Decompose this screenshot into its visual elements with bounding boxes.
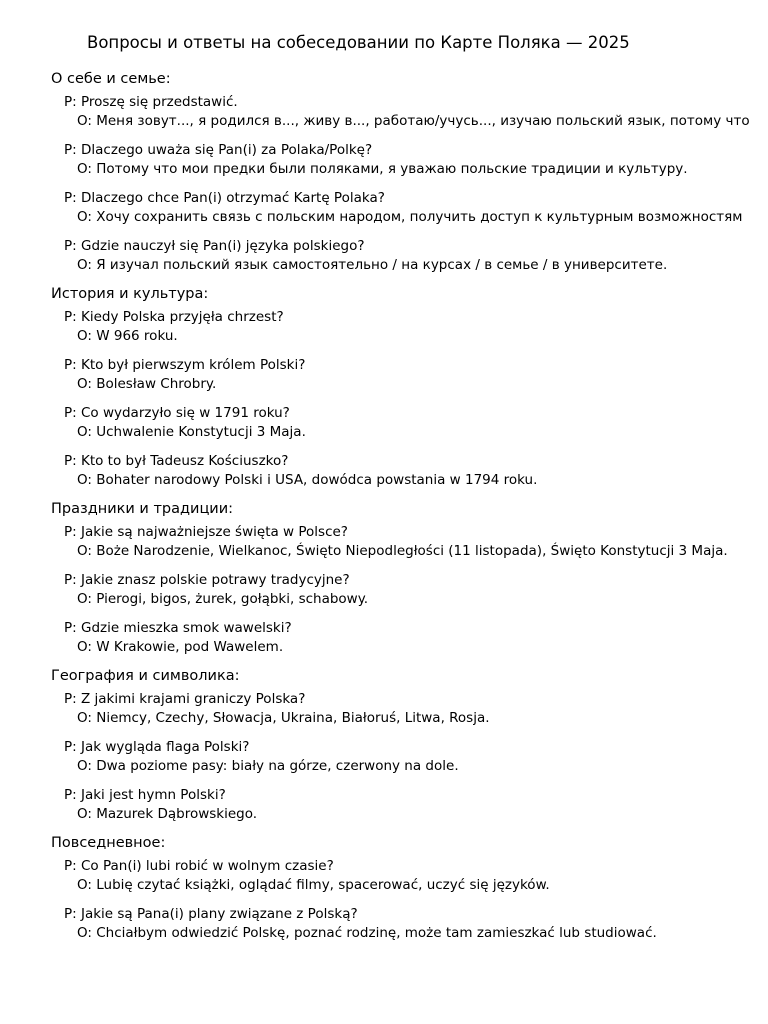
qa-item xyxy=(0,619,768,657)
section xyxy=(0,70,768,275)
qa-item xyxy=(0,356,768,394)
question-text: P: Jakie są Pana(i) plany związane z Polską? xyxy=(64,906,358,922)
question-text: P: Jakie znasz polskie potrawy tradycyjne? xyxy=(64,572,350,588)
answer-text: O: Bolesław Chrobry. xyxy=(77,376,217,392)
answer-text: O: Я изучал польский язык самостоятельно / на курсах / в семье / в университете. xyxy=(77,257,668,273)
qa-item xyxy=(0,786,768,824)
qa-item xyxy=(0,523,768,561)
question-text: P: Dlaczego uważa się Pan(i) za Polaka/Polkę? xyxy=(64,142,373,158)
question-text: P: Co wydarzyło się w 1791 roku? xyxy=(64,405,290,421)
qa-item xyxy=(0,571,768,609)
answer-text: O: Niemcy, Czechy, Słowacja, Ukraina, Białoruś, Litwa, Rosja. xyxy=(77,710,490,726)
qa-item xyxy=(0,738,768,776)
document-title: Вопросы и ответы на собеседовании по Карте Поляка — 2025 xyxy=(87,33,630,52)
qa-item xyxy=(0,237,768,275)
question-text: P: Co Pan(i) lubi robić w wolnym czasie? xyxy=(64,858,334,874)
question-text: P: Jaki jest hymn Polski? xyxy=(64,787,226,803)
qa-item xyxy=(0,189,768,227)
answer-text: O: Lubię czytać książki, oglądać filmy, spacerować, uczyć się języków. xyxy=(77,877,550,893)
answer-text: O: Хочу сохранить связь с польским народом, получить доступ к культурным возможностям xyxy=(77,209,743,225)
section xyxy=(0,667,768,824)
question-text: P: Kto był pierwszym królem Polski? xyxy=(64,357,306,373)
answer-text: O: Bohater narodowy Polski i USA, dowódca powstania w 1794 roku. xyxy=(77,472,538,488)
section-title: История и культура: xyxy=(51,286,209,302)
answer-text: O: Pierogi, bigos, żurek, gołąbki, schabowy. xyxy=(77,591,369,607)
answer-text: O: Потому что мои предки были поляками, я уважаю польские традиции и культуру. xyxy=(77,161,688,177)
section xyxy=(0,500,768,657)
section-title: Повседневное: xyxy=(51,835,166,851)
answer-text: O: Меня зовут..., я родился в..., живу в..., работаю/учусь..., изучаю польский язык, потому что xyxy=(77,113,750,129)
qa-item xyxy=(0,404,768,442)
qa-item xyxy=(0,905,768,943)
question-text: P: Dlaczego chce Pan(i) otrzymać Kartę Polaka? xyxy=(64,190,385,206)
section-title: Праздники и традиции: xyxy=(51,501,234,517)
question-text: P: Kto to był Tadeusz Kościuszko? xyxy=(64,453,289,469)
answer-text: O: Uchwalenie Konstytucji 3 Maja. xyxy=(77,424,306,440)
question-text: P: Jakie są najważniejsze święta w Polsce? xyxy=(64,524,348,540)
qa-item xyxy=(0,690,768,728)
qa-item xyxy=(0,857,768,895)
answer-text: O: W 966 roku. xyxy=(77,328,178,344)
answer-text: O: Chciałbym odwiedzić Polskę, poznać rodzinę, może tam zamieszkać lub studiować. xyxy=(77,925,657,941)
answer-text: O: Boże Narodzenie, Wielkanoc, Święto Niepodległości (11 listopada), Święto Konstytucji 3 Maja. xyxy=(77,543,728,559)
question-text: P: Kiedy Polska przyjęła chrzest? xyxy=(64,309,284,325)
question-text: P: Z jakimi krajami graniczy Polska? xyxy=(64,691,306,707)
question-text: P: Gdzie mieszka smok wawelski? xyxy=(64,620,292,636)
question-text: P: Proszę się przedstawić. xyxy=(64,94,238,110)
answer-text: O: Mazurek Dąbrowskiego. xyxy=(77,806,258,822)
qa-item xyxy=(0,452,768,490)
answer-text: O: Dwa poziome pasy: biały na górze, czerwony na dole. xyxy=(77,758,459,774)
section xyxy=(0,285,768,490)
section-title: О себе и семье: xyxy=(51,71,171,87)
qa-item xyxy=(0,93,768,131)
qa-item xyxy=(0,141,768,179)
question-text: P: Jak wygląda flaga Polski? xyxy=(64,739,250,755)
section xyxy=(0,834,768,943)
answer-text: O: W Krakowie, pod Wawelem. xyxy=(77,639,284,655)
section-title: География и символика: xyxy=(51,668,240,684)
question-text: P: Gdzie nauczył się Pan(i) języka polskiego? xyxy=(64,238,365,254)
document-body xyxy=(0,70,768,953)
qa-item xyxy=(0,308,768,346)
